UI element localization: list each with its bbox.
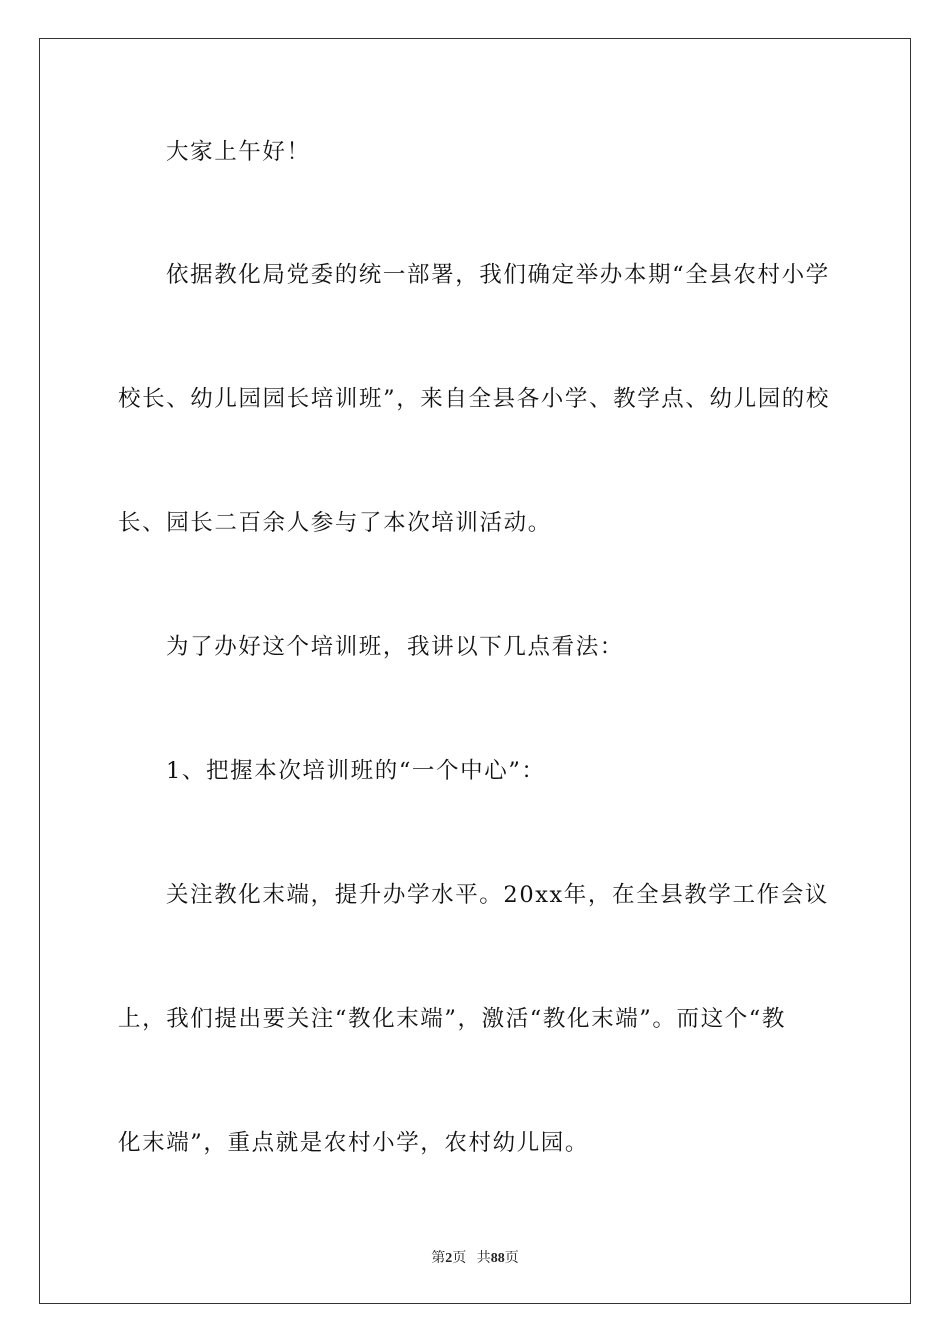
body-line-1: 依据教化局党委的统一部署，我们确定举办本期“全县农村小学: [166, 262, 830, 288]
body-line-3: 长、园长二百余人参与了本次培训活动。: [118, 510, 552, 536]
body-line-7: 上，我们提出要关注“教化末端”，激活“教化末端”。而这个“教: [118, 1006, 787, 1032]
page-frame: [39, 38, 911, 1304]
body-line-4: 为了办好这个培训班，我讲以下几点看法：: [166, 634, 624, 660]
page-prefix: 第: [431, 1251, 446, 1266]
page-number: 2: [445, 1251, 453, 1266]
total-suffix: 页: [504, 1251, 519, 1266]
body-line-2: 校长、幼儿园园长培训班”，来自全县各小学、教学点、幼儿园的校: [118, 386, 831, 412]
section-heading-1: 1、把握本次培训班的“一个中心”：: [166, 758, 546, 784]
body-line-6: 关注教化末端，提升办学水平。20xx年，在全县教学工作会议: [166, 882, 829, 908]
page-suffix: 页: [452, 1251, 467, 1266]
body-line-8: 化末端”，重点就是农村小学，农村幼儿园。: [118, 1130, 590, 1156]
greeting-line: 大家上午好！: [166, 139, 311, 165]
total-pages: 88: [490, 1251, 505, 1266]
total-prefix: 共: [476, 1251, 491, 1266]
page-footer: [0, 1247, 950, 1267]
